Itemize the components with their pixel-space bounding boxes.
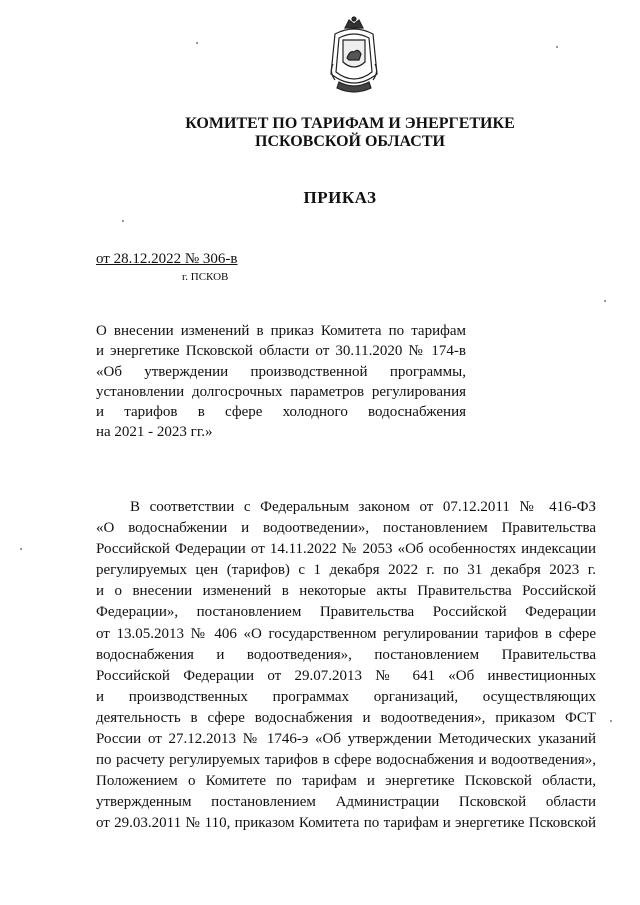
body-line: Федерации», постановлением Правительства Российской Федерации	[96, 604, 596, 621]
document-city: г. ПСКОВ	[182, 271, 229, 283]
body-line: и производственных программах организаций, осуществляющих	[96, 688, 596, 705]
body-line: «О водоснабжении и водоотведении», постановлением Правительства	[96, 520, 596, 537]
coat-of-arms-emblem	[323, 14, 385, 100]
scan-speck	[196, 42, 198, 44]
body-line: утвержденным постановлением Администрации Псковской области	[96, 794, 596, 811]
document-type-title: ПРИКАЗ	[303, 188, 377, 207]
body-line: по расчету регулируемых тарифов в сфере водоснабжения и водоотведения»,	[96, 752, 596, 769]
subject-line: установлении долгосрочных параметров регулирования	[96, 383, 466, 400]
document-body	[96, 497, 596, 835]
body-line: Российской Федерации от 14.11.2022 № 2053 «Об особенностях индексации	[96, 541, 596, 558]
scan-speck	[604, 300, 606, 302]
body-line: России от 27.12.2013 № 1746-э «Об утверждении Методических указаний	[96, 731, 596, 748]
body-line: В соответствии с Федеральным законом от 07.12.2011 № 416-ФЗ	[130, 499, 596, 515]
subject-line: на 2021 - 2023 гг.»	[96, 424, 213, 441]
body-line: и о внесении изменений в некоторые акты Правительства Российской	[96, 583, 596, 600]
body-line: деятельность в сфере водоснабжения и водоотведения», приказом ФСТ	[96, 709, 596, 726]
body-line: от 29.03.2011 № 110, приказом Комитета по тарифам и энергетике Псковской	[96, 815, 596, 832]
organization-name-line1: КОМИТЕТ ПО ТАРИФАМ И ЭНЕРГЕТИКЕ	[185, 115, 515, 132]
document-subject	[96, 321, 466, 443]
subject-line: и тарифов в сфере холодного водоснабжения	[96, 404, 466, 421]
body-line: водоснабжения и водоотведения», постановлением Правительства	[96, 646, 596, 663]
subject-line: «Об утверждении производственной программы,	[96, 363, 466, 380]
body-line: регулируемых цен (тарифов) с 1 декабря 2022 г. по 31 декабря 2023 г.	[96, 562, 596, 579]
document-date-number: от 28.12.2022 № 306-в	[96, 251, 238, 267]
body-line: Российской Федерации от 29.07.2013 № 641 «Об инвестиционных	[96, 667, 596, 684]
scan-speck	[610, 720, 612, 722]
scan-speck	[20, 548, 22, 550]
subject-line: О внесении изменений в приказ Комитета по тарифам	[96, 323, 466, 339]
body-line: от 13.05.2013 № 406 «О государственном регулировании тарифов в сфере	[96, 625, 596, 642]
subject-line: и энергетике Псковской области от 30.11.2020 № 174-в	[96, 343, 466, 360]
scan-speck	[556, 46, 558, 48]
organization-name-line2: ПСКОВСКОЙ ОБЛАСТИ	[255, 133, 445, 150]
scan-speck	[122, 220, 124, 222]
body-line: Положением о Комитете по тарифам и энергетике Псковской области,	[96, 773, 596, 790]
